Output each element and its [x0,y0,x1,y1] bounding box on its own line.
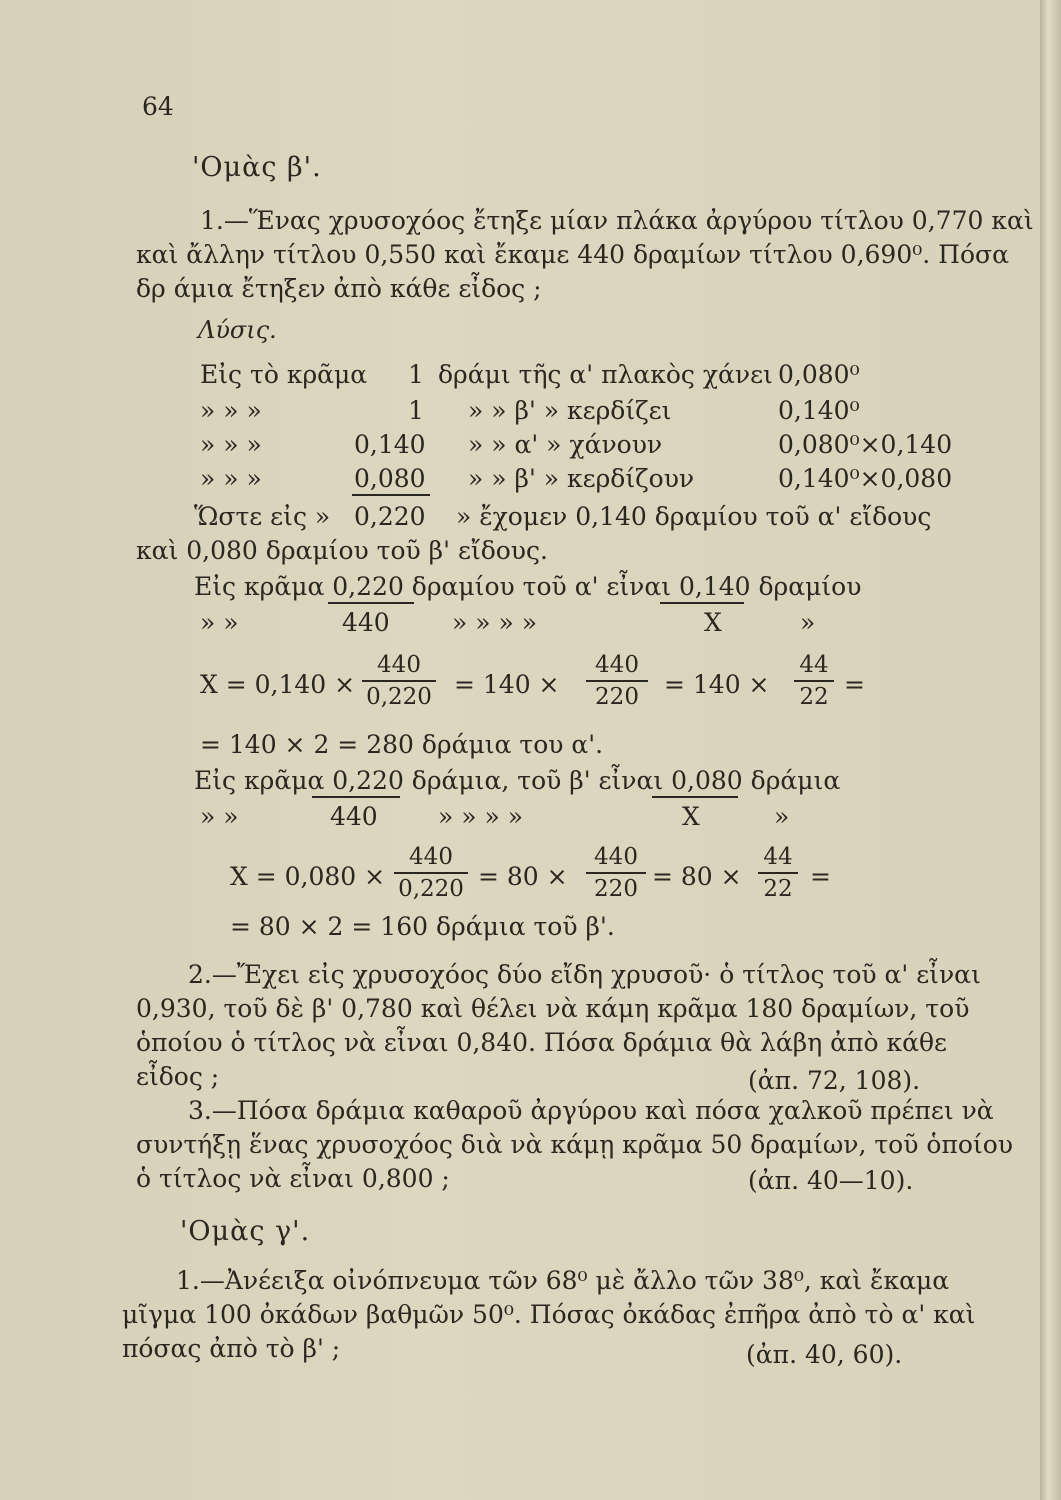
prop1-line2-qty: 440 [342,608,390,637]
solution-label: Λύσις. [198,316,277,344]
problem-b2-line2: 0,930, τοῦ δὲ β' 0,780 καὶ θέλει νὰ κάμη κρᾶμα 180 δραμίων, τοῦ [136,994,970,1023]
problem-b1-line3: δρ άμια ἔτηξεν ἀπὸ κάθε εἶδος ; [136,274,542,303]
prop1-line2-lead: » » [200,608,239,637]
problem-b3-line1: 3.—Πόσα δράμια καθαροῦ ἀργύρου καὶ πόσα χαλκοῦ πρέπει νὰ [188,1096,994,1125]
problem-b1-line1: 1.—Ἕνας χρυσοχόος ἔτηξε μίαν πλάκα ἀργύρου τίτλου 0,770 καὶ [200,206,1034,235]
group-b-heading: 'Ομὰς β'. [192,152,322,183]
prop1-rule-left [328,602,414,604]
prop1-line1: Εἰς κρᾶμα 0,220 δραμίου τοῦ α' εἶναι 0,140 δραμίου [194,572,862,601]
problem-c1-answer: (ἀπ. 40, 60). [746,1340,903,1369]
eq2-fraction-1 [394,844,468,902]
prop2-line2-end: » [774,802,790,831]
row4-val: 0,140⁰×0,080 [778,464,953,493]
sum-qty: 0,220 [354,502,426,531]
eq1-f1-num: 440 [377,652,421,678]
problem-b3-line2: συντήξῃ ἕνας χρυσοχόος διὰ νὰ κάμῃ κρᾶμα 50 δραμίων, τοῦ ὁποίου [136,1130,1013,1159]
eq1-f2-den: 220 [595,684,639,710]
problem-b2-line3: ὁποίου ὁ τίτλος νὰ εἶναι 0,840. Πόσα δράμια θὰ λάβη ἀπὸ κάθε [136,1028,947,1057]
row2-mid: » » β' » κερδίζει [468,396,672,425]
eq2-line2: = 80 × 2 = 160 δράμια τοῦ β'. [230,912,615,941]
eq2-op1: = 80 × [478,862,568,891]
prop2-rule-right [652,796,738,798]
eq1-fraction-3 [794,652,834,710]
problem-b2-line1: 2.—Ἔχει εἰς χρυσοχόος δύο εἴδη χρυσοῦ· ὁ τίτλος τοῦ α' εἶναι [188,960,981,989]
page-edge [1040,0,1061,1500]
group-c-heading: 'Ομὰς γ'. [180,1216,311,1247]
prop2-rule-left [312,796,400,798]
row1-lead: Εἰς τὸ κρᾶμα [200,360,368,389]
row4-lead: » » » [200,464,262,493]
prop1-rule-right [660,602,744,604]
prop1-line2-mid: » » » » [452,608,538,637]
row2-qty: 1 [408,396,424,425]
row3-lead: » » » [200,430,262,459]
sum-line2: καὶ 0,080 δραμίου τοῦ β' εἴδους. [136,536,548,565]
row3-qty: 0,140 [354,430,426,459]
eq1-op2: = 140 × [664,670,770,699]
eq1-op1: = 140 × [454,670,560,699]
problem-c1-line2: μῖγμα 100 ὀκάδων βαθμῶν 50⁰. Πόσας ὀκάδας ἐπῆρα ἀπὸ τὸ α' καὶ [122,1300,976,1329]
row3-val: 0,080⁰×0,140 [778,430,953,459]
eq1-f1-den: 0,220 [366,684,432,710]
page-number: 64 [142,92,174,121]
eq1-f3-den: 22 [799,684,829,710]
eq2-tail: = [810,862,831,891]
eq2-fraction-3 [758,844,798,902]
eq1-tail: = [844,670,865,699]
problem-b2-line4: εἶδος ; [136,1062,220,1091]
eq2-fraction-2 [586,844,646,902]
row1-mid: δράμι τῆς α' πλακὸς χάνει [438,360,773,389]
eq1-f2-num: 440 [595,652,639,678]
eq2-f1-num: 440 [409,844,453,870]
problem-b3-line3: ὁ τίτλος νὰ εἶναι 0,800 ; [136,1164,450,1193]
problem-b2-answer: (ἀπ. 72, 108). [748,1066,921,1095]
eq2-op2: = 80 × [652,862,742,891]
row4-qty: 0,080 [354,464,426,493]
eq2-lhs: X = 0,080 × [230,862,386,891]
prop2-line2-x: X [682,802,700,831]
eq2-f2-num: 440 [594,844,638,870]
row1-val: 0,080⁰ [778,360,860,389]
row1-qty: 1 [408,360,424,389]
sum-rest: » ἔχομεν 0,140 δραμίου τοῦ α' εἴδους [456,502,932,531]
sum-lead: Ὥστε εἰς » [194,502,331,531]
eq2-f3-den: 22 [763,876,793,902]
eq1-line2: = 140 × 2 = 280 δράμια του α'. [200,730,604,759]
eq1-f3-num: 44 [799,652,829,678]
eq1-fraction-1 [362,652,436,710]
eq2-f2-den: 220 [594,876,638,902]
row4-mid: » » β' » κερδίζουν [468,464,695,493]
prop2-line2-mid: » » » » [438,802,524,831]
eq2-f3-num: 44 [763,844,793,870]
problem-b3-answer: (ἀπ. 40—10). [748,1166,914,1195]
prop1-line2-end: » [800,608,816,637]
problem-c1-line1: 1.—Ἀνέειξα οἰνόπνευμα τῶν 68⁰ μὲ ἄλλο τῶν 38⁰, καὶ ἔκαμα [176,1266,950,1295]
problem-c1-line3: πόσας ἀπὸ τὸ β' ; [122,1334,341,1363]
eq1-fraction-2 [586,652,648,710]
sum-rule [352,494,430,496]
prop2-line2-qty: 440 [330,802,378,831]
eq1-lhs: X = 0,140 × [200,670,356,699]
row2-lead: » » » [200,396,262,425]
prop1-line2-x: X [704,608,722,637]
prop2-line1: Εἰς κρᾶμα 0,220 δράμια, τοῦ β' εἶναι 0,080 δράμια [194,766,841,795]
problem-b1-line2: καὶ ἄλλην τίτλου 0,550 καὶ ἔκαμε 440 δραμίων τίτλου 0,690⁰. Πόσα [136,240,1009,269]
prop2-line2-lead: » » [200,802,239,831]
row2-val: 0,140⁰ [778,396,860,425]
eq2-f1-den: 0,220 [398,876,464,902]
row3-mid: » » α' » χάνουν [468,430,663,459]
